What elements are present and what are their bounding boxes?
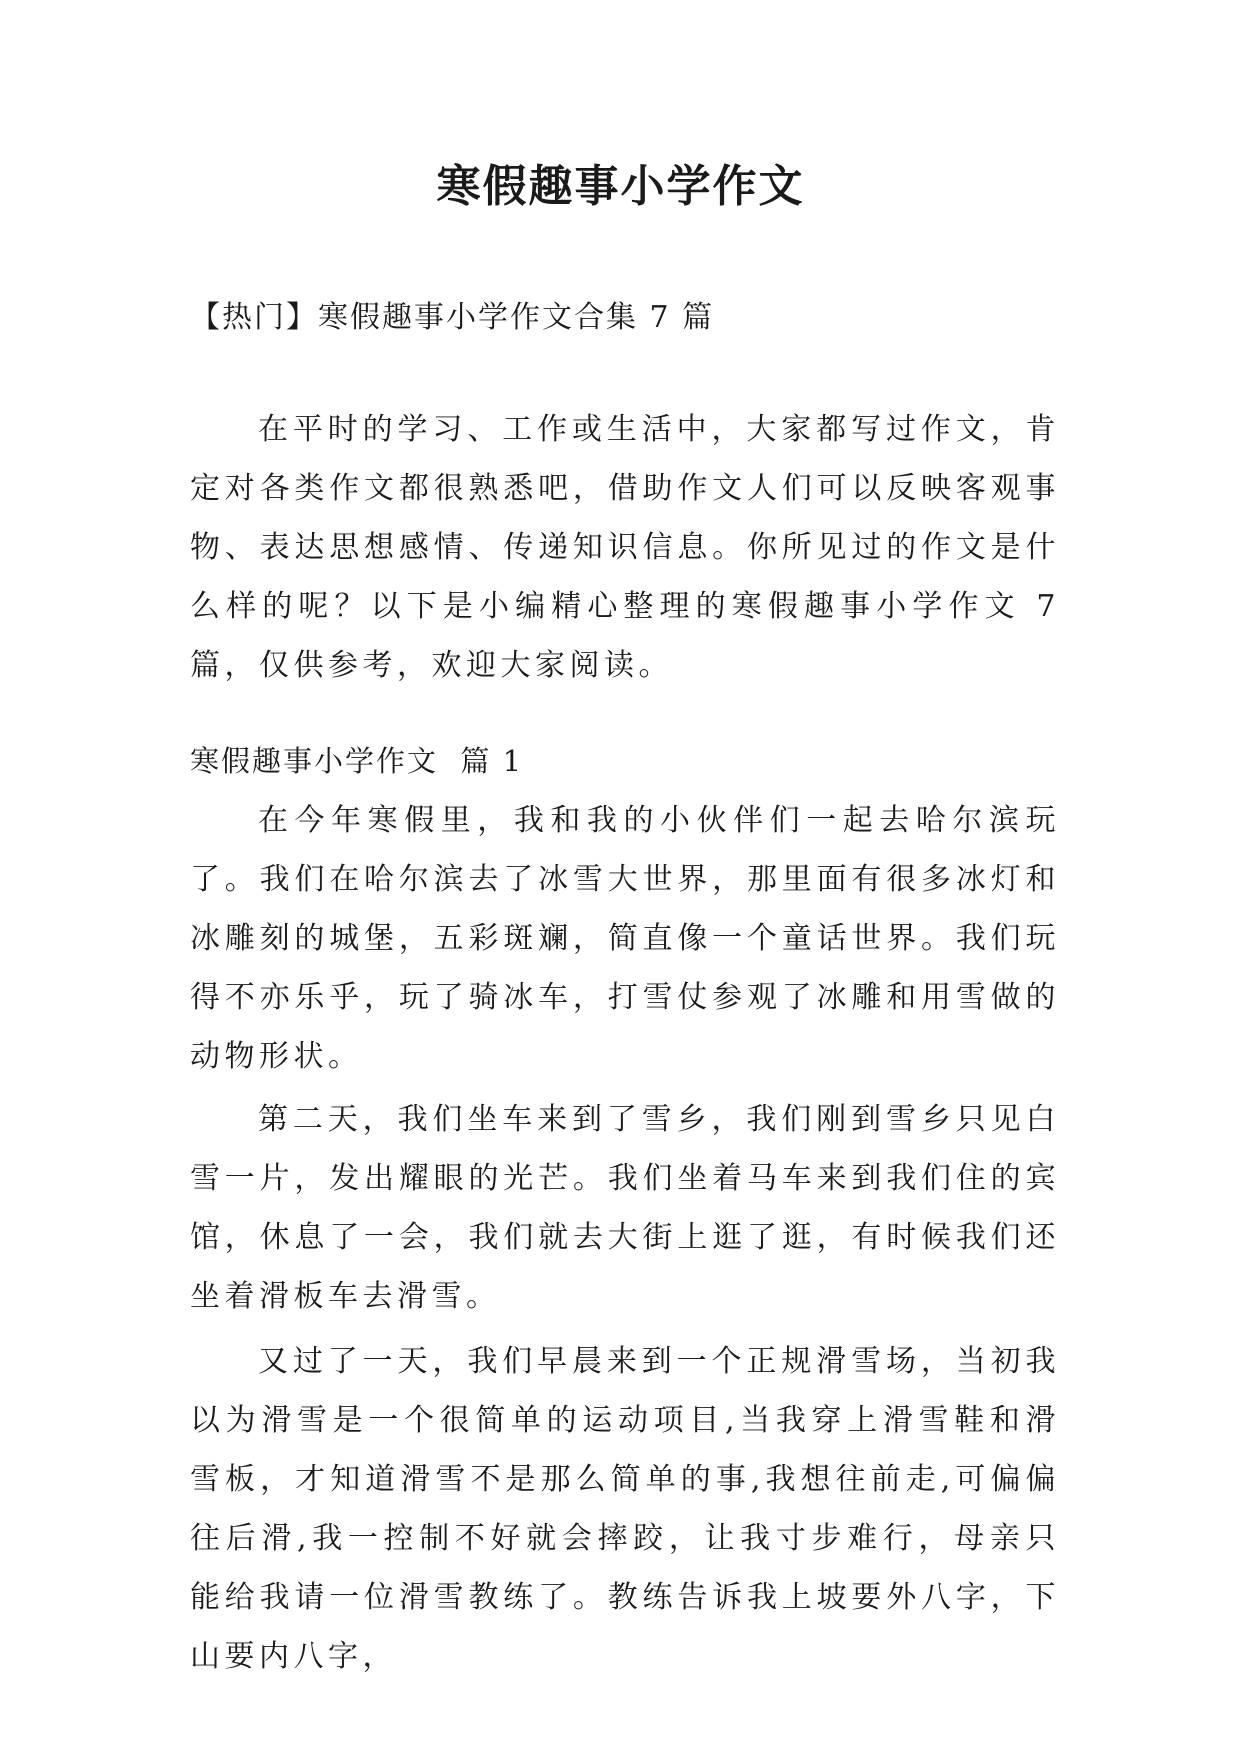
- page-title: 寒假趣事小学作文: [436, 161, 805, 212]
- body-paragraph: 又过了一天，我们早晨来到一个正规滑雪场，当初我以为滑雪是一个很简单的运动项目,当我穿上滑雪鞋和滑雪板，才知道滑雪不是那么简单的事,我想往前走,可偏偏往后滑,我一控制不好就会摔跤，让我寸步难行，母亲只能给我请一位滑雪教练了。教练告诉我上坡要外八字，下山要内八字，: [190, 1344, 1060, 1674]
- document-subtitle: 【热门】寒假趣事小学作文合集 7 篇: [190, 300, 715, 335]
- body-paragraph: 第二天，我们坐车来到了雪乡，我们刚到雪乡只见白雪一片，发出耀眼的光芒。我们坐着马车来到我们住的宾馆，休息了一会，我们就去大街上逛了逛，有时候我们还坐着滑板车去滑雪。: [190, 1102, 1060, 1314]
- section-heading: 寒假趣事小学作文 篇 1: [190, 744, 524, 778]
- body-paragraph: 在今年寒假里，我和我的小伙伴们一起去哈尔滨玩了。我们在哈尔滨去了冰雪大世界，那里面有很多冰灯和冰雕刻的城堡，五彩斑斓，简直像一个童话世界。我们玩得不亦乐乎，玩了骑冰车，打雪仗参观了冰雕和用雪做的动物形状。: [190, 803, 1060, 1074]
- intro-paragraph: 在平时的学习、工作或生活中，大家都写过作文，肯定对各类作文都很熟悉吧，借助作文人们可以反映客观事物、表达思想感情、传递知识信息。你所见过的作文是什么样的呢？以下是小编精心整理的寒假趣事小学作文 7 篇，仅供参考，欢迎大家阅读。: [190, 412, 1060, 683]
- essay-section-1: [190, 732, 1060, 1686]
